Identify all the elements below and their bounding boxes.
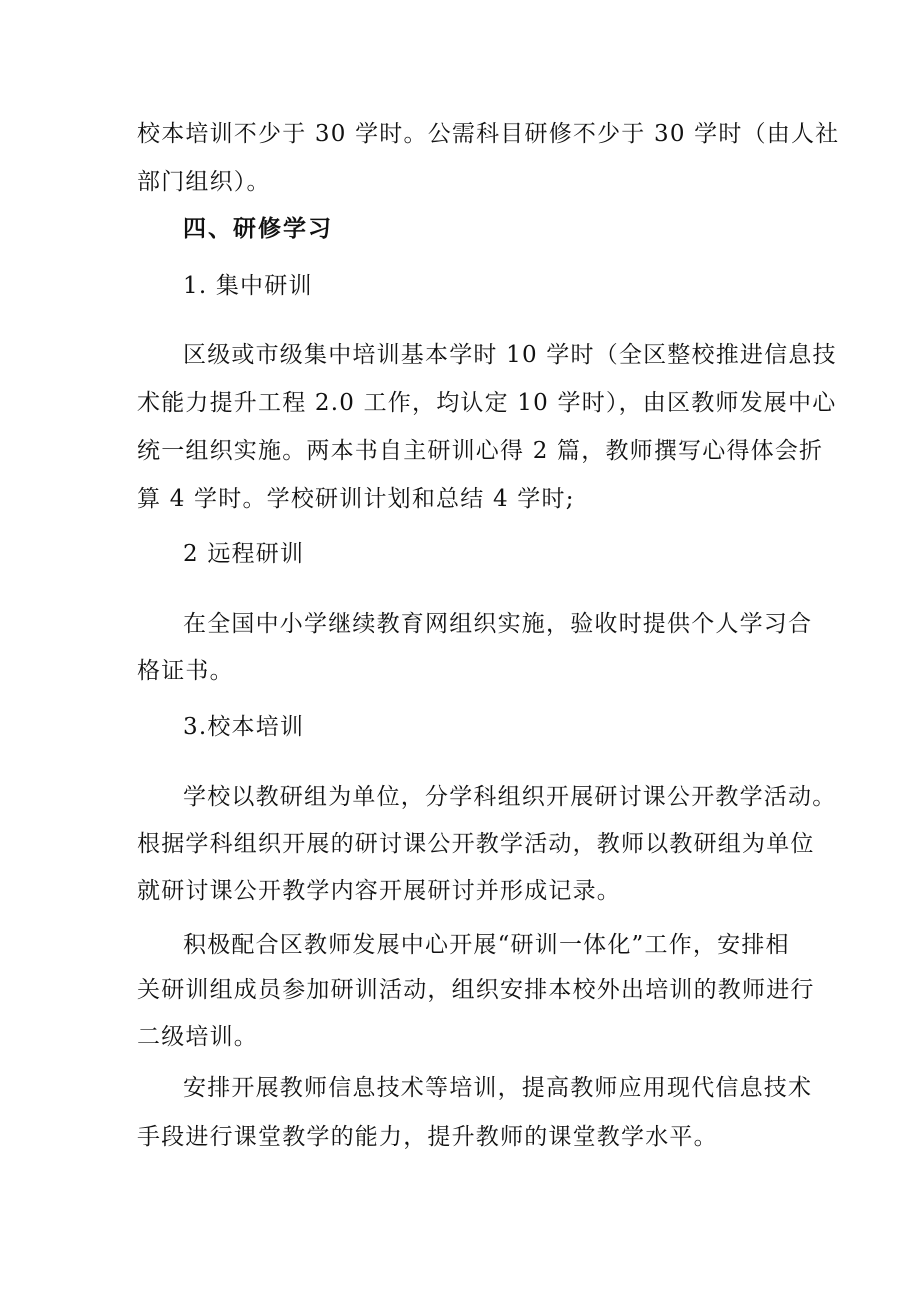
subsection-3-paragraph-1-line: 根据学科组织开展的研讨课公开教学活动，教师以教研组为单位 — [137, 831, 815, 857]
subsection-1-paragraph-line: 算 4 学时。学校研训计划和总结 4 学时; — [137, 486, 575, 512]
subsection-3-paragraph-3-line: 手段进行课堂教学的能力，提升教师的课堂教学水平。 — [137, 1124, 718, 1150]
intro-paragraph-line: 部门组织）。 — [137, 169, 271, 195]
subsection-2-paragraph-line: 在全国中小学继续教育网组织实施，验收时提供个人学习合 — [183, 611, 813, 637]
section-heading: 四、研修学习 — [183, 215, 333, 242]
subsection-3-paragraph-2-line: 积极配合区教师发展中心开展“研训一体化”工作，安排相 — [183, 932, 790, 958]
subsection-1-paragraph-line: 区级或市级集中培训基本学时 10 学时（全区整校推进信息技 — [183, 342, 837, 368]
subsection-1-title: 1. 集中研训 — [183, 273, 313, 299]
subsection-1-paragraph-line: 统一组织实施。两本书自主研训心得 2 篇，教师撰写心得体会折 — [137, 438, 824, 464]
subsection-2-paragraph-line: 格证书。 — [137, 658, 234, 684]
subsection-1-paragraph-line: 术能力提升工程 2.0 工作，均认定 10 学时），由区教师发展中心 — [137, 390, 837, 416]
subsection-3-paragraph-1-line: 就研讨课公开教学内容开展研讨并形成记录。 — [137, 878, 621, 904]
subsection-3-paragraph-1-line: 学校以教研组为单位，分学科组织开展研讨课公开教学活动。 — [183, 784, 837, 810]
subsection-3-paragraph-2-line: 二级培训。 — [137, 1024, 258, 1050]
subsection-3-title: 3.校本培训 — [183, 714, 305, 740]
subsection-2-title: 2 远程研训 — [183, 541, 305, 567]
subsection-3-paragraph-3-line: 安排开展教师信息技术等培训，提高教师应用现代信息技术 — [183, 1075, 813, 1101]
subsection-3-paragraph-2-line: 关研训组成员参加研训活动，组织安排本校外出培训的教师进行 — [137, 977, 815, 1003]
intro-paragraph-line: 校本培训不少于 30 学时。公需科目研修不少于 30 学时（由人社 — [137, 121, 840, 147]
